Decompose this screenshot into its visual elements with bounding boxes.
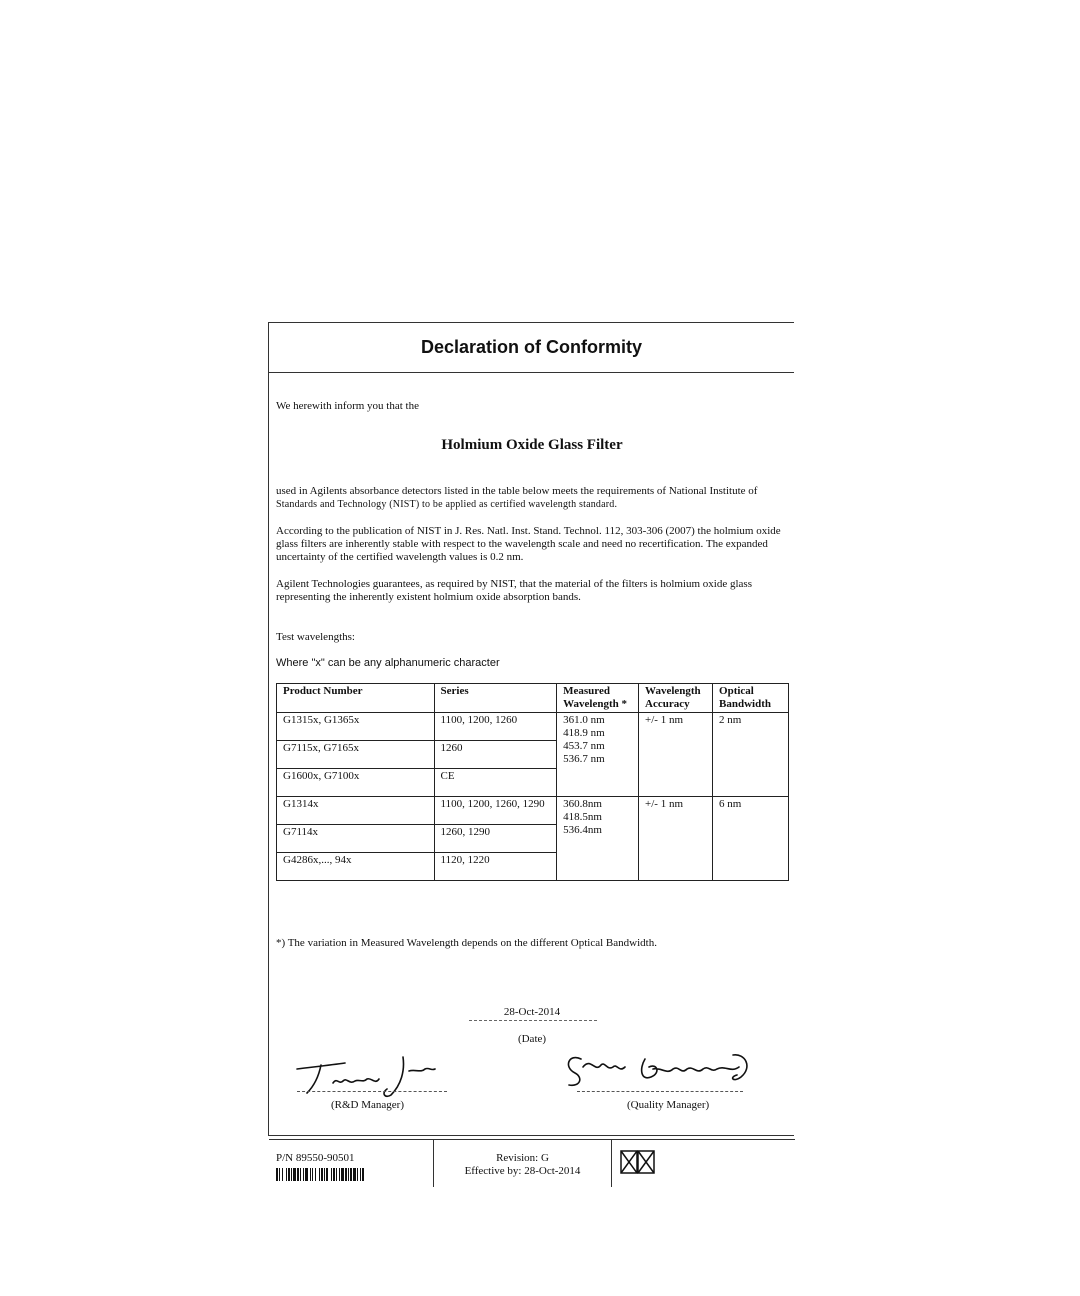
document-footer: [269, 1139, 795, 1187]
paragraph-requirements-line2: Standards and Technology (NIST) to be applied as certified wavelength standard.: [276, 499, 618, 510]
role-quality-manager: (Quality Manager): [627, 1099, 710, 1111]
cell-wavelengths-group1: [557, 713, 639, 797]
table-header-row: [277, 684, 789, 713]
barcode-icon: [276, 1168, 428, 1181]
role-rd-manager: (R&D Manager): [331, 1099, 405, 1111]
table-row: [277, 713, 789, 741]
table-row: [277, 797, 789, 825]
cell-series: 1260: [434, 741, 557, 769]
signature-line-left: [297, 1091, 447, 1092]
wavelength-value: 453.7 nm: [563, 740, 605, 752]
cell-series: 1100, 1200, 1260, 1290: [434, 797, 557, 825]
revision-label: Revision: G: [496, 1152, 549, 1164]
cell-bandwidth-group1: 2 nm: [713, 713, 789, 797]
cell-product: G1314x: [277, 797, 435, 825]
header-measured-wavelength: Measured Wavelength *: [557, 684, 639, 713]
cell-bandwidth-group2: 6 nm: [713, 797, 789, 881]
effective-date: Effective by: 28-Oct-2014: [464, 1165, 581, 1177]
cell-product: G7114x: [277, 825, 435, 853]
part-number: P/N 89550-90501: [276, 1152, 355, 1164]
header-product-number: Product Number: [277, 684, 435, 713]
paragraph-guarantee: Agilent Technologies guarantees, as required by NIST, that the material of the filters is holmium oxide glass representing the inherently existent holmium oxide absorption bands.: [276, 578, 752, 603]
date-dashed-line: [469, 1020, 597, 1021]
title-row: [269, 323, 794, 373]
wavelength-value: 360.8nm: [563, 798, 602, 810]
cell-accuracy-group1: +/- 1 nm: [639, 713, 713, 797]
cell-series: 1100, 1200, 1260: [434, 713, 557, 741]
wavelength-value: 536.7 nm: [563, 753, 605, 765]
paragraph-requirements: [276, 485, 788, 511]
paragraph-nist-publication: According to the publication of NIST in J. Res. Natl. Inst. Stand. Technol. 112, 303-306 (2007) the holmium oxide glass filters are inherently stable with respect to the wavelength scale and need no recertification. The expanded uncertainty of the certified wavelength values is 0.2 nm.: [276, 525, 781, 563]
cell-accuracy-group2: +/- 1 nm: [639, 797, 713, 881]
cell-series: CE: [434, 769, 557, 797]
footnote: *) The variation in Measured Wavelength depends on the different Optical Bandwidth.: [276, 937, 657, 949]
test-wavelengths-label: Test wavelengths:: [276, 631, 355, 643]
signature-line-right: [577, 1091, 743, 1092]
cell-product: G7115x, G7165x: [277, 741, 435, 769]
specification-table: [276, 683, 789, 881]
wavelength-value: 361.0 nm: [563, 714, 605, 726]
declaration-document: [268, 322, 794, 1177]
product-name: Holmium Oxide Glass Filter: [441, 437, 623, 453]
document-title: Declaration of Conformity: [420, 337, 643, 357]
where-note: Where "x" can be any alphanumeric character: [276, 657, 500, 669]
crossed-boxes-icon: [620, 1150, 656, 1174]
wavelength-value: 536.4nm: [563, 824, 602, 836]
cell-wavelengths-group2: [557, 797, 639, 881]
cell-series: 1120, 1220: [434, 853, 557, 881]
barcode-bar: [364, 1168, 365, 1181]
footer-part-number-cell: [269, 1140, 434, 1187]
intro-text: We herewith inform you that the: [276, 400, 419, 412]
cell-product: G1600x, G7100x: [277, 769, 435, 797]
footer-mark-cell: [612, 1140, 795, 1187]
wavelength-value: 418.9 nm: [563, 727, 605, 739]
header-wavelength-accuracy: Wavelength Accuracy: [639, 684, 713, 713]
cell-product: G4286x,..., 94x: [277, 853, 435, 881]
date-value: 28-Oct-2014: [503, 1006, 561, 1018]
signature-right: [561, 1047, 761, 1093]
wavelength-value: 418.5nm: [563, 811, 602, 823]
header-optical-bandwidth: Optical Bandwidth: [713, 684, 789, 713]
cell-series: 1260, 1290: [434, 825, 557, 853]
date-label: (Date): [517, 1033, 547, 1045]
cell-product: G1315x, G1365x: [277, 713, 435, 741]
paragraph-requirements-line1: used in Agilents absorbance detectors listed in the table below meets the requirements of National Institute of: [276, 485, 758, 497]
header-series: Series: [434, 684, 557, 713]
footer-revision-cell: [434, 1140, 612, 1187]
